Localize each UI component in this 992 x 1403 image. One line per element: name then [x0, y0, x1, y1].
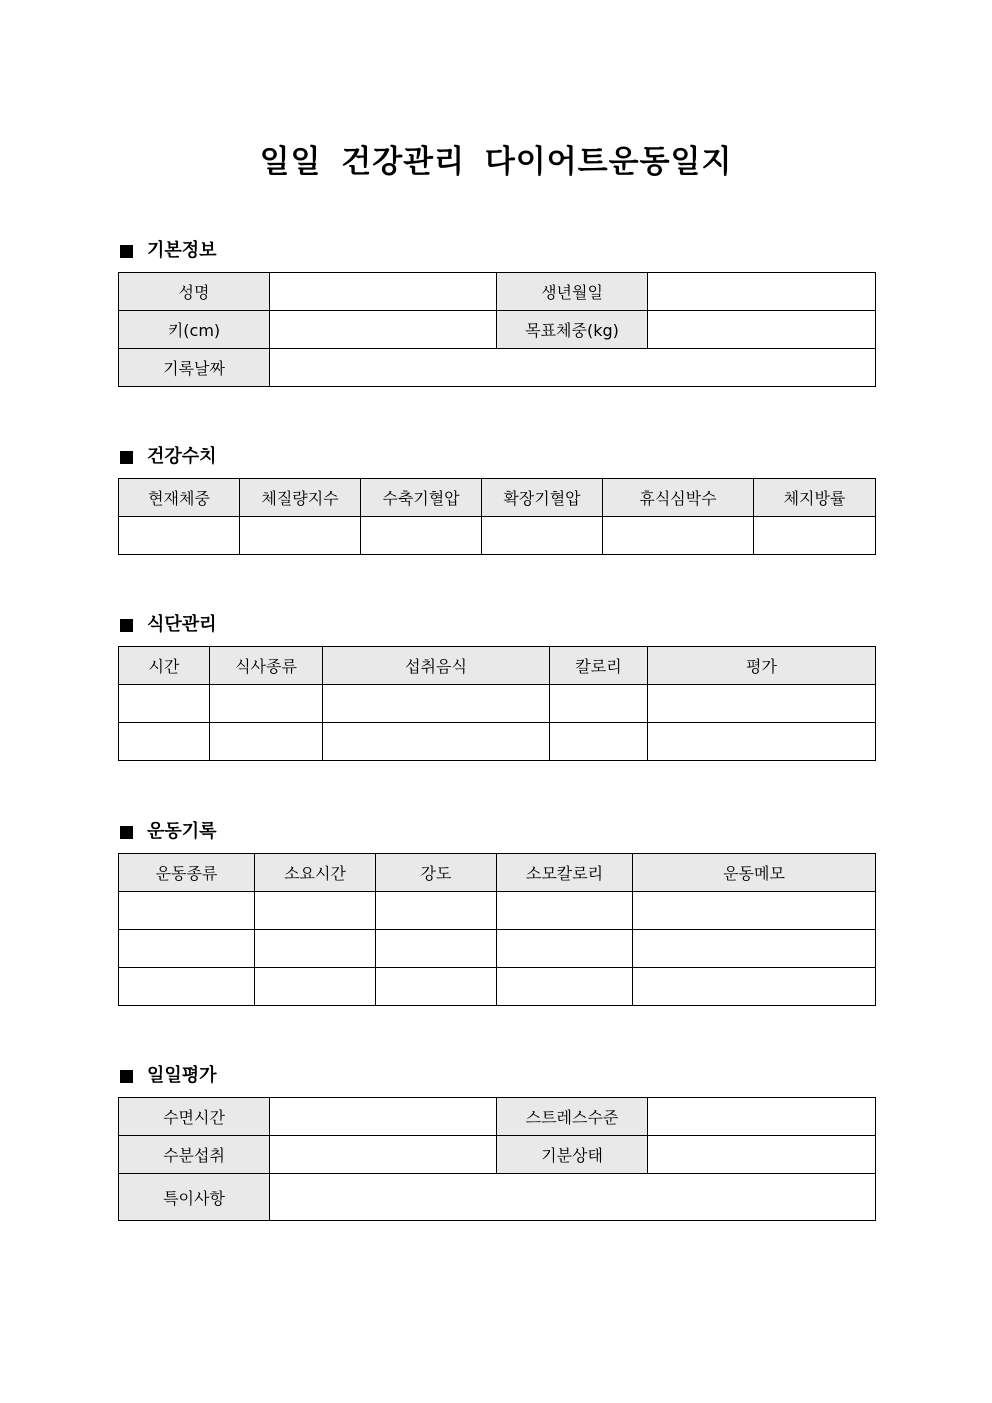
table-cell[interactable] — [633, 968, 876, 1006]
diet-heading — [118, 612, 875, 638]
table-cell[interactable] — [119, 968, 255, 1006]
sleep-label: 수면시간 — [119, 1098, 270, 1136]
table-row — [119, 1136, 876, 1174]
diastolic-field[interactable] — [482, 517, 603, 555]
table-row — [119, 1174, 876, 1221]
resting-hr-field[interactable] — [603, 517, 754, 555]
column-header: 식사종류 — [210, 647, 323, 685]
water-label: 수분섭취 — [119, 1136, 270, 1174]
basic-info-heading-text: 기본정보 — [147, 240, 217, 261]
diet-table — [118, 646, 876, 761]
target-weight-field[interactable] — [648, 311, 876, 349]
name-label: 성명 — [119, 273, 270, 311]
daily-eval-heading — [118, 1063, 875, 1089]
health-heading-text: 건강수치 — [147, 446, 217, 467]
table-row — [119, 968, 876, 1006]
exercise-table — [118, 853, 876, 1006]
table-row — [119, 273, 876, 311]
mood-field[interactable] — [648, 1136, 876, 1174]
table-cell[interactable] — [119, 685, 210, 723]
body-fat-field[interactable] — [754, 517, 876, 555]
table-row — [119, 349, 876, 387]
height-label: 키(cm) — [119, 311, 270, 349]
table-row — [119, 723, 876, 761]
table-row — [119, 311, 876, 349]
basic-info-section — [118, 238, 875, 387]
table-cell[interactable] — [255, 968, 376, 1006]
table-cell[interactable] — [550, 723, 648, 761]
table-row — [119, 517, 876, 555]
stress-field[interactable] — [648, 1098, 876, 1136]
daily-eval-table — [118, 1097, 876, 1221]
table-cell[interactable] — [376, 892, 497, 930]
table-cell[interactable] — [497, 930, 633, 968]
column-header: 현재체중 — [119, 479, 240, 517]
square-bullet-icon — [120, 1070, 133, 1083]
column-header: 소모칼로리 — [497, 854, 633, 892]
page-title: 일일 건강관리 다이어트운동일지 — [259, 144, 733, 180]
column-header: 운동메모 — [633, 854, 876, 892]
table-row — [119, 930, 876, 968]
mood-label: 기분상태 — [497, 1136, 648, 1174]
table-cell[interactable] — [497, 892, 633, 930]
record-date-field[interactable] — [270, 349, 876, 387]
water-field[interactable] — [270, 1136, 497, 1174]
column-header: 섭취음식 — [323, 647, 550, 685]
table-cell[interactable] — [323, 685, 550, 723]
column-header: 휴식심박수 — [603, 479, 754, 517]
birth-field[interactable] — [648, 273, 876, 311]
exercise-heading — [118, 819, 875, 845]
health-table — [118, 478, 876, 555]
systolic-field[interactable] — [361, 517, 482, 555]
basic-info-table — [118, 272, 876, 387]
daily-eval-heading-text: 일일평가 — [147, 1065, 217, 1086]
column-header: 평가 — [648, 647, 876, 685]
exercise-heading-text: 운동기록 — [147, 821, 217, 842]
column-header: 수축기혈압 — [361, 479, 482, 517]
table-cell[interactable] — [376, 930, 497, 968]
table-cell[interactable] — [255, 930, 376, 968]
table-cell[interactable] — [119, 930, 255, 968]
table-cell[interactable] — [550, 685, 648, 723]
column-header: 칼로리 — [550, 647, 648, 685]
table-row — [119, 892, 876, 930]
table-cell[interactable] — [648, 685, 876, 723]
column-header: 체지방률 — [754, 479, 876, 517]
square-bullet-icon — [120, 451, 133, 464]
basic-info-heading — [118, 238, 875, 264]
diet-heading-text: 식단관리 — [147, 614, 217, 635]
daily-eval-section — [118, 1063, 875, 1221]
table-row — [119, 685, 876, 723]
table-cell[interactable] — [255, 892, 376, 930]
bmi-field[interactable] — [240, 517, 361, 555]
target-weight-label: 목표체중(kg) — [497, 311, 648, 349]
table-cell[interactable] — [376, 968, 497, 1006]
table-cell[interactable] — [633, 892, 876, 930]
health-section — [118, 444, 875, 555]
square-bullet-icon — [120, 826, 133, 839]
column-header: 소요시간 — [255, 854, 376, 892]
health-heading — [118, 444, 875, 470]
exercise-section — [118, 819, 875, 1006]
table-cell[interactable] — [119, 892, 255, 930]
notes-field[interactable] — [270, 1174, 876, 1221]
table-header-row — [119, 854, 876, 892]
current-weight-field[interactable] — [119, 517, 240, 555]
birth-label: 생년월일 — [497, 273, 648, 311]
diet-section — [118, 612, 875, 761]
record-date-label: 기록날짜 — [119, 349, 270, 387]
square-bullet-icon — [120, 245, 133, 258]
column-header: 강도 — [376, 854, 497, 892]
stress-label: 스트레스수준 — [497, 1098, 648, 1136]
column-header: 운동종류 — [119, 854, 255, 892]
table-cell[interactable] — [323, 723, 550, 761]
table-cell[interactable] — [497, 968, 633, 1006]
column-header: 시간 — [119, 647, 210, 685]
table-cell[interactable] — [210, 723, 323, 761]
table-header-row — [119, 479, 876, 517]
table-cell[interactable] — [119, 723, 210, 761]
table-row — [119, 1098, 876, 1136]
square-bullet-icon — [120, 619, 133, 632]
name-field[interactable] — [270, 273, 497, 311]
table-cell[interactable] — [210, 685, 323, 723]
notes-label: 특이사항 — [119, 1174, 270, 1221]
column-header: 체질량지수 — [240, 479, 361, 517]
sleep-field[interactable] — [270, 1098, 497, 1136]
table-header-row — [119, 647, 876, 685]
column-header: 확장기혈압 — [482, 479, 603, 517]
table-cell[interactable] — [648, 723, 876, 761]
height-field[interactable] — [270, 311, 497, 349]
table-cell[interactable] — [633, 930, 876, 968]
